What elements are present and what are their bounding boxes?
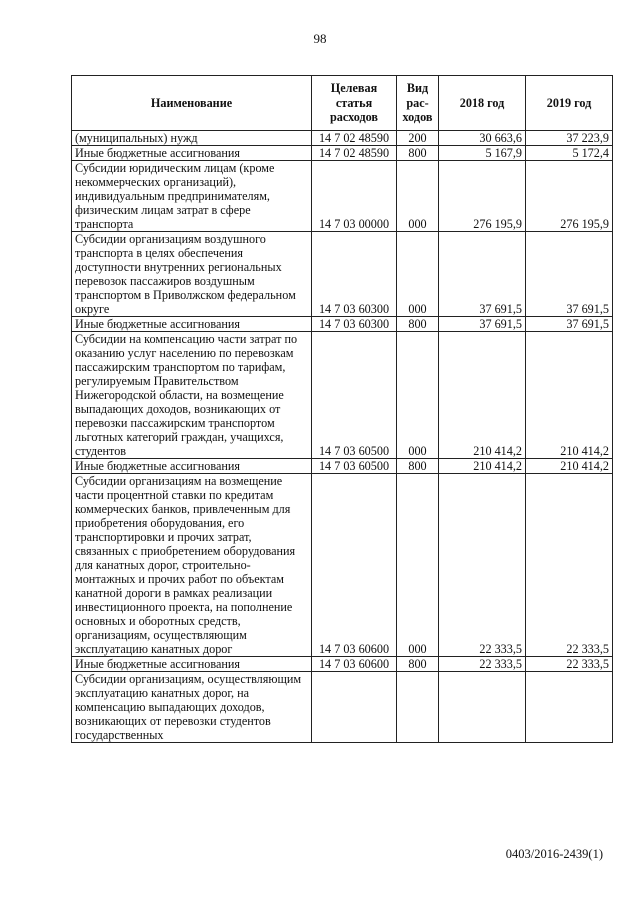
row-2019: 22 333,5 — [526, 657, 613, 672]
row-2018: 22 333,5 — [439, 657, 526, 672]
row-name: Субсидии организациям воздушного транспорта в целях обеспечения доступности внутренних региональных перевозок пассажиров воздушным транспортом в Приволжском федеральном округе — [72, 232, 312, 317]
row-type: 800 — [397, 317, 439, 332]
row-type: 800 — [397, 146, 439, 161]
row-2019: 37 691,5 — [526, 317, 613, 332]
row-2019: 276 195,9 — [526, 161, 613, 232]
row-code: 14 7 03 60600 — [312, 474, 397, 657]
row-code: 14 7 03 00000 — [312, 161, 397, 232]
row-name: Субсидии юридическим лицам (кроме некоммерческих организаций), индивидуальным предпринимателям, физическим лицам затрат в сфере транспорта — [72, 161, 312, 232]
header-2019: 2019 год — [526, 76, 613, 131]
row-code: 14 7 03 60600 — [312, 657, 397, 672]
row-2019: 210 414,2 — [526, 332, 613, 459]
table-header-row — [72, 76, 613, 131]
row-name: Субсидии на компенсацию части затрат по оказанию услуг населению по перевозкам пассажирским транспортом по тарифам, регулируемым Правительством Нижегородской области, на возмещение выпадающих доходов, возникающих от перевозки пассажирским транспортом льготных категорий граждан, учащихся, студентов — [72, 332, 312, 459]
row-2018: 37 691,5 — [439, 317, 526, 332]
row-code: 14 7 03 60500 — [312, 332, 397, 459]
row-type: 000 — [397, 474, 439, 657]
table-row — [72, 657, 613, 672]
table-row — [72, 474, 613, 657]
row-type: 000 — [397, 332, 439, 459]
header-name: Наименование — [72, 76, 312, 131]
row-2019: 5 172,4 — [526, 146, 613, 161]
budget-table — [71, 75, 613, 743]
table-row — [72, 146, 613, 161]
row-code: 14 7 02 48590 — [312, 146, 397, 161]
row-type: 800 — [397, 459, 439, 474]
row-2018: 210 414,2 — [439, 332, 526, 459]
header-expense-type: Вид рас-ходов — [397, 76, 439, 131]
row-code: 14 7 03 60300 — [312, 232, 397, 317]
row-2018: 210 414,2 — [439, 459, 526, 474]
header-target-article: Целевая статья расходов — [312, 76, 397, 131]
row-2018: 30 663,6 — [439, 131, 526, 146]
row-code: 14 7 03 60500 — [312, 459, 397, 474]
row-type — [397, 672, 439, 743]
row-2018: 5 167,9 — [439, 146, 526, 161]
row-2019: 37 223,9 — [526, 131, 613, 146]
row-2019 — [526, 672, 613, 743]
table-row — [72, 131, 613, 146]
header-2018: 2018 год — [439, 76, 526, 131]
table-row — [72, 317, 613, 332]
row-2018 — [439, 672, 526, 743]
row-type: 200 — [397, 131, 439, 146]
row-type: 800 — [397, 657, 439, 672]
table-row — [72, 161, 613, 232]
row-name: Иные бюджетные ассигнования — [72, 317, 312, 332]
document-code: 0403/2016-2439(1) — [505, 847, 603, 861]
table-row — [72, 672, 613, 743]
row-2018: 276 195,9 — [439, 161, 526, 232]
table-row — [72, 232, 613, 317]
row-2019: 210 414,2 — [526, 459, 613, 474]
page-number: 98 — [313, 31, 327, 46]
row-name: Субсидии организациям, осуществляющим эксплуатацию канатных дорог, на компенсацию выпадающих доходов, возникающих от перевозки студентов государственных — [72, 672, 312, 743]
row-2019: 22 333,5 — [526, 474, 613, 657]
row-name: (муниципальных) нужд — [72, 131, 312, 146]
row-2018: 37 691,5 — [439, 232, 526, 317]
row-name: Субсидии организациям на возмещение части процентной ставки по кредитам коммерческих банков, привлеченным для приобретения оборудования, его транспортировки и прочих затрат, связанных с приобретением оборудования для канатных дорог, строительно-монтажных и прочих работ по объектам канатной дороги в рамках реализации инвестиционного проекта, на пополнение основных и оборотных средств, организациям, осуществляющим эксплуатацию канатных дорог — [72, 474, 312, 657]
row-type: 000 — [397, 232, 439, 317]
row-code: 14 7 03 60300 — [312, 317, 397, 332]
row-2019: 37 691,5 — [526, 232, 613, 317]
table-row — [72, 459, 613, 474]
row-code: 14 7 02 48590 — [312, 131, 397, 146]
row-2018: 22 333,5 — [439, 474, 526, 657]
row-type: 000 — [397, 161, 439, 232]
row-code — [312, 672, 397, 743]
row-name: Иные бюджетные ассигнования — [72, 459, 312, 474]
row-name: Иные бюджетные ассигнования — [72, 146, 312, 161]
table-row — [72, 332, 613, 459]
row-name: Иные бюджетные ассигнования — [72, 657, 312, 672]
